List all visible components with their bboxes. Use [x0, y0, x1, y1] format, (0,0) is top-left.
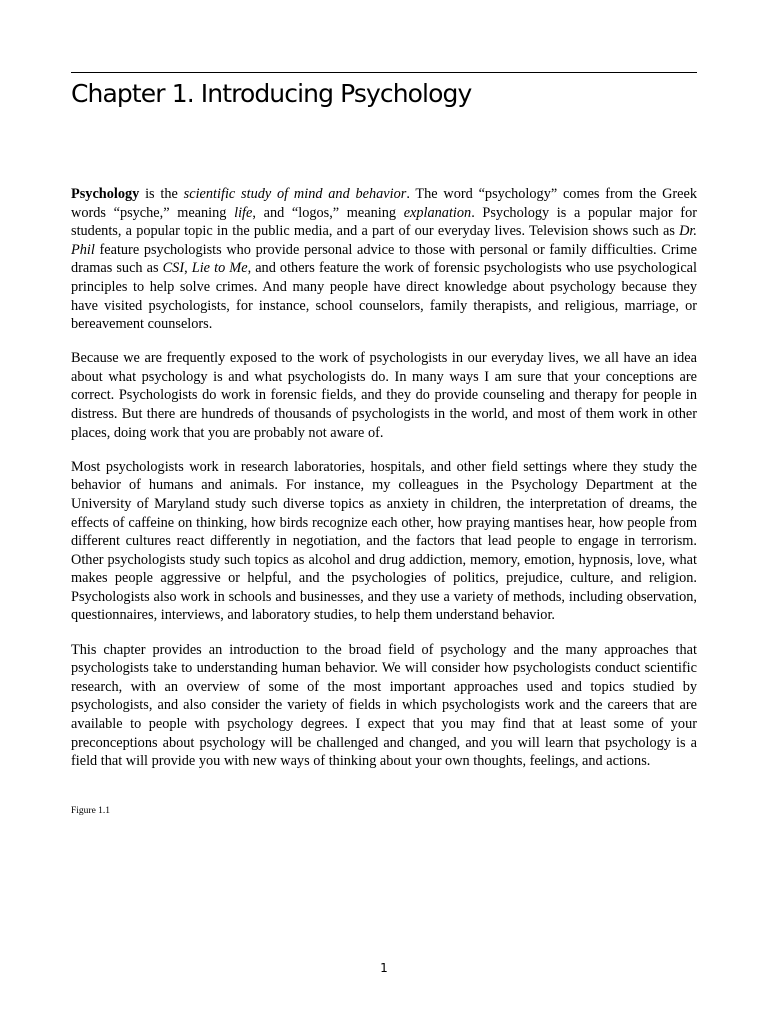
chapter-body [71, 185, 697, 786]
key-term-psychology: Psychology [71, 186, 140, 202]
chapter-header-rule [71, 72, 697, 73]
definition-emphasis: scientific study of mind and behavior [183, 186, 407, 202]
word-life-emphasis: life [234, 204, 253, 221]
paragraph-text: feature psychologists who provide personal advice to those with personal or family difficulties. Crime dramas such as [71, 241, 697, 277]
paragraph-text: , and “logos,” meaning [252, 204, 404, 221]
paragraph-text: , [184, 260, 192, 277]
chapter-title: Chapter 1. Introducing Psychology [71, 79, 472, 108]
paragraph-text: , and others feature the work of forensic psychologists who use psychological principles to help solve crimes. And many people have direct knowledge about psychology because they have visited psychologists, for instance, school counselors, family therapists, and religious, marriage, or bereavement counselors. [71, 260, 698, 333]
paragraph-research-settings: Most psychologists work in research laboratories, hospitals, and other field settings where they study the behavior of humans and animals. For instance, my colleagues in the Psychology Department at the University of Maryland study such diverse topics as anxiety in children, the interpretation of dreams, the effects of caffeine on thinking, how birds recognize each other, how praying mantises hear, how people from different cultures react differently in negotiation, and the factors that lead people to engage in terrorism. Other psychologists study such topics as alcohol and drug addiction, memory, emotion, hypnosis, love, what makes people aggressive or helpful, and the psychologies of politics, prejudice, culture, and religion. Psychologists also work in schools and businesses, and they use a variety of methods, including observation, questionnaires, interviews, and laboratory studies, to help them understand behavior. [71, 458, 697, 624]
show-title-dr-phil: Dr. Phil [71, 223, 697, 258]
paragraph-introduction [71, 185, 697, 334]
paragraph-text: . Psychology is a popular major for students, a popular topic in the public media, and a part of our everyday lives. Television shows such as [71, 204, 697, 240]
paragraph-text: . The word “psychology” comes from the Greek words “psyche,” meaning [71, 186, 697, 221]
show-title-lie-to-me: Lie to Me [191, 260, 248, 277]
paragraph-chapter-overview: This chapter provides an introduction to the broad field of psychology and the many approaches that psychologists take to understanding human behavior. We will consider how psychologists conduct scientific research, with an overview of some of the most important approaches used and topics studied by psychologists, and also consider the variety of fields in which psychologists work and the careers that are available to people with psychology degrees. I expect that you may find that at least some of your preconceptions about psychology will be challenged and changed, and you will learn that psychology is a field that will provide you with new ways of thinking about your own thoughts, feelings, and actions. [71, 641, 697, 770]
show-title-csi: CSI [162, 260, 185, 277]
figure-caption: Figure 1.1 [71, 806, 111, 816]
paragraph-exposure: Because we are frequently exposed to the work of psychologists in our everyday lives, we all have an idea about what psychology is and what psychologists do. In many ways I am sure that your conceptions are correct. Psychologists do work in forensic fields, and they do provide counseling and therapy for people in distress. But there are hundreds of thousands of psychologists in the world, and most of them work in other places, doing work that you are probably not aware of. [71, 350, 697, 441]
word-explanation-emphasis: explanation [403, 204, 472, 221]
paragraph-text: is the [139, 186, 184, 202]
page-number: 1 [380, 961, 388, 975]
